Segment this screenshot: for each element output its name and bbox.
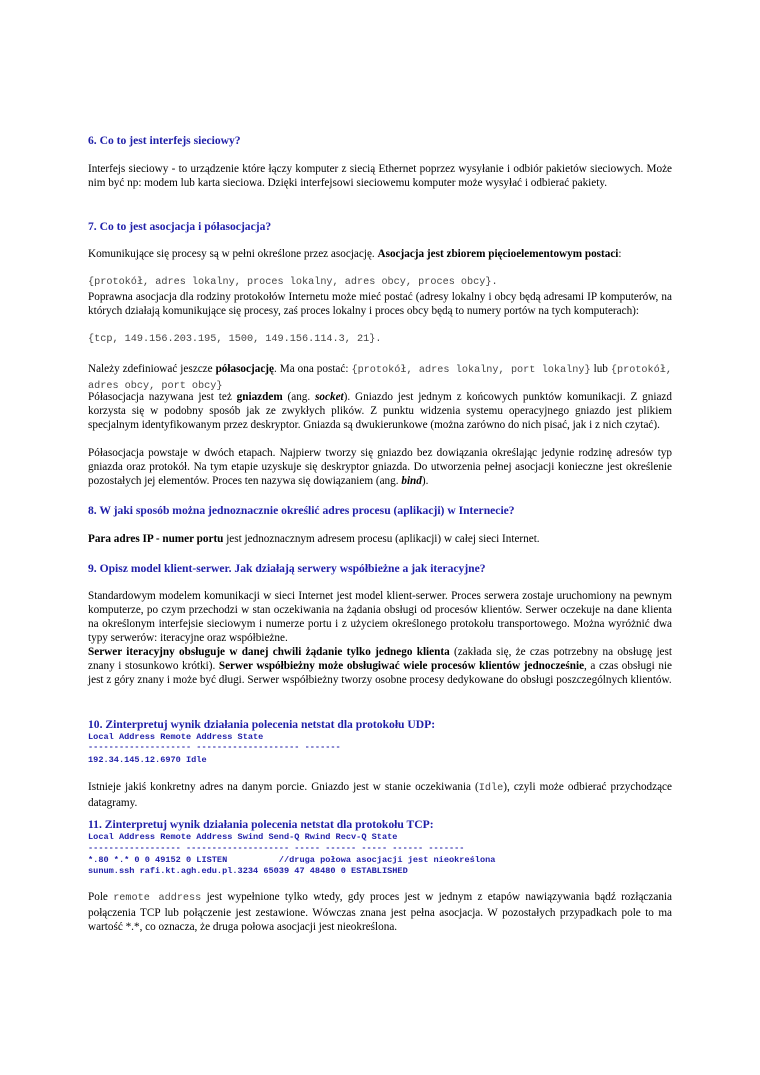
udp-netstat-row: 192.34.145.12.6970 Idle (88, 755, 207, 765)
text-run: Pole (88, 891, 114, 903)
section-10-heading: 10. Zinterpretuj wynik działania polecenia netstat dla protokołu UDP: (88, 718, 436, 731)
tcp-netstat-separator: ------------------ -------------------- ----- ------ ----- ------ ------- (88, 843, 465, 853)
bold-text: Para adres IP - numer portu (88, 533, 224, 545)
udp-netstat-header: Local Address Remote Address State (88, 732, 264, 742)
text-run: Półasocjacja nazywana jest też (88, 391, 237, 403)
text-run: : (618, 248, 622, 260)
inline-code: {protokół, adres lokalny, port lokalny} (351, 365, 591, 376)
section-7-heading: 7. Co to jest asocjacja i półasocjacja? (88, 220, 272, 233)
section-9-paragraph-1: Standardowym modelem komunikacji w sieci Internet jest model klient-serwer. Proces serwera zostaje uruchomiony na pewnym komputerze, po czym przechodzi w stan oczekiwania na żądania obsługi od procesów klientów. Serwer oczekuje na dane klienta na określonym interfejsie sieciowym i numerze portu i z użyciem określonego protokołu transportowego. Można wyróżnić dwa typy serwerów: iteracyjne oraz współbieżne. (88, 590, 672, 644)
bold-text: gniazdem (236, 391, 283, 403)
section-10-body (88, 780, 672, 810)
section-6-body: Interfejs sieciowy - to urządzenie które łączy komputer z siecią Ethernet poprzez wysyłanie i odbiór pakietów sieciowych. Może nim być np: modem lub karta sieciowa. Dzięki interfejsowi sieciowemu komputer może wysyłać i odbierać pakiety. (88, 163, 672, 189)
section-6-heading: 6. Co to jest interfejs sieciowy? (88, 134, 241, 147)
section-7-paragraph-1 (88, 247, 672, 261)
section-9-paragraph-2 (88, 645, 672, 687)
section-11-heading: 11. Zinterpretuj wynik działania polecenia netstat dla protokołu TCP: (88, 818, 434, 831)
bold-text: Serwer współbieżny może obsługiwać wiele procesów klientów jednocześnie (218, 660, 585, 672)
text-run: Należy zdefiniować jeszcze (88, 363, 216, 375)
asocjacja-definition-code: {protokół, adres lokalny, proces lokalny, adres obcy, proces obcy}. (88, 277, 498, 288)
section-7-paragraph-5 (88, 446, 672, 488)
bold-text: Asocjacja jest zbiorem pięcioelementowym postaci (377, 248, 619, 260)
text-run: jest wypełnione tylko wtedy, gdy proces jest w jednym z etapów nawiązywania bądź rozłączania połączenia TCP lub połączenie jest zestawione. Wówczas znana jest pełna asocjacja. W pozostałych przypadkach pole to ma wartość *.*, co oznacza, że druga połowa asocjacji jest nieokreślona. (88, 891, 672, 933)
udp-netstat-separator: -------------------- -------------------- ------- (88, 742, 341, 752)
bold-text: Serwer iteracyjny obsługuje w danej chwili żądanie tylko jednego klienta (88, 646, 450, 658)
asocjacja-example-code: {tcp, 149.156.203.195, 1500, 149.156.114.3, 21}. (88, 334, 382, 345)
tcp-netstat-header: Local Address Remote Address Swind Send-Q Rwind Recv-Q State (88, 832, 398, 842)
section-8-heading: 8. W jaki sposób można jednoznacznie określić adres procesu (aplikacji) w Internecie? (88, 504, 515, 517)
text-run: (ang. (282, 391, 316, 403)
section-8-body (88, 532, 672, 546)
text-run: , a czas obsługi nie jest z góry znany i może być długi. Serwer współbieżny tworzy osobne procesy dedykowane do obsługi poszczególnych klientów. (88, 660, 672, 686)
section-9-heading: 9. Opisz model klient-serwer. Jak działają serwery współbieżne a jak iteracyjne? (88, 562, 486, 575)
text-run: Istnieje jakiś konkretny adres na danym porcie. Gniazdo jest w stanie oczekiwania ( (88, 781, 479, 793)
text-run: (zakłada się, że czas potrzebny na obsługę jest znany i stosunkowo krótki). (88, 646, 672, 672)
italic-text: bind (401, 475, 422, 487)
tcp-netstat-row-established: sunum.ssh rafi.kt.agh.edu.pl.3234 65039 47 48480 0 ESTABLISHED (88, 866, 408, 876)
inline-code: Idle (478, 783, 504, 794)
text-run: ). Gniazdo jest jednym z końcowych punktów komunikacji. Z gniazd korzysta się w podobny sposób jak ze zwykłych plików. Z punktu widzenia systemu operacyjnego gniazdo jest plikiem specjalnym identyfikowanym przez deskryptor. Gniazda są dwukierunkowe (można zarówno do nich pisać, jak i z nich czytać). (88, 391, 672, 431)
tcp-netstat-row-listen: *.80 *.* 0 0 49152 0 LISTEN //druga połowa asocjacji jest nieokreślona (88, 855, 496, 865)
section-7-paragraph-2: Poprawna asocjacja dla rodziny protokołów Internetu może mieć postać (adresy lokalny i obcy będą adresami IP komputerów, na których działają komunikujące się procesy, zaś proces lokalny i proces obcy będą to numery portów na tych komputerach): (88, 291, 672, 317)
text-run: jest jednoznacznym adresem procesu (aplikacji) w całej sieci Internet. (223, 533, 540, 545)
bold-text: półasocjację (215, 363, 274, 375)
section-11-body (88, 890, 672, 934)
inline-code: remote address (113, 893, 202, 904)
text-run: ). (421, 475, 429, 487)
text-run: . Ma ona postać: (273, 363, 352, 375)
italic-text: socket (315, 391, 344, 403)
section-7-paragraph-4 (88, 390, 672, 432)
text-run: ), czyli może odbierać przychodzące datagramy. (88, 781, 672, 809)
inline-code: {protokół, adres obcy, port obcy} (88, 365, 672, 392)
text-run: Półasocjacja powstaje w dwóch etapach. Najpierw tworzy się gniazdo bez dowiązania określając jedynie rodzinę adresów typ gniazda oraz protokół. Na tym etapie uzyskuje się deskryptor gniazda. Do utworzenia pełnej asocjacji konieczne jest określenie pozostałych jej elementów. Proces ten nazywa się dowiązaniem (ang. (88, 447, 672, 487)
text-run: Komunikujące się procesy są w pełni określone przez asocjację. (88, 248, 378, 260)
text-run: lub (590, 363, 611, 375)
